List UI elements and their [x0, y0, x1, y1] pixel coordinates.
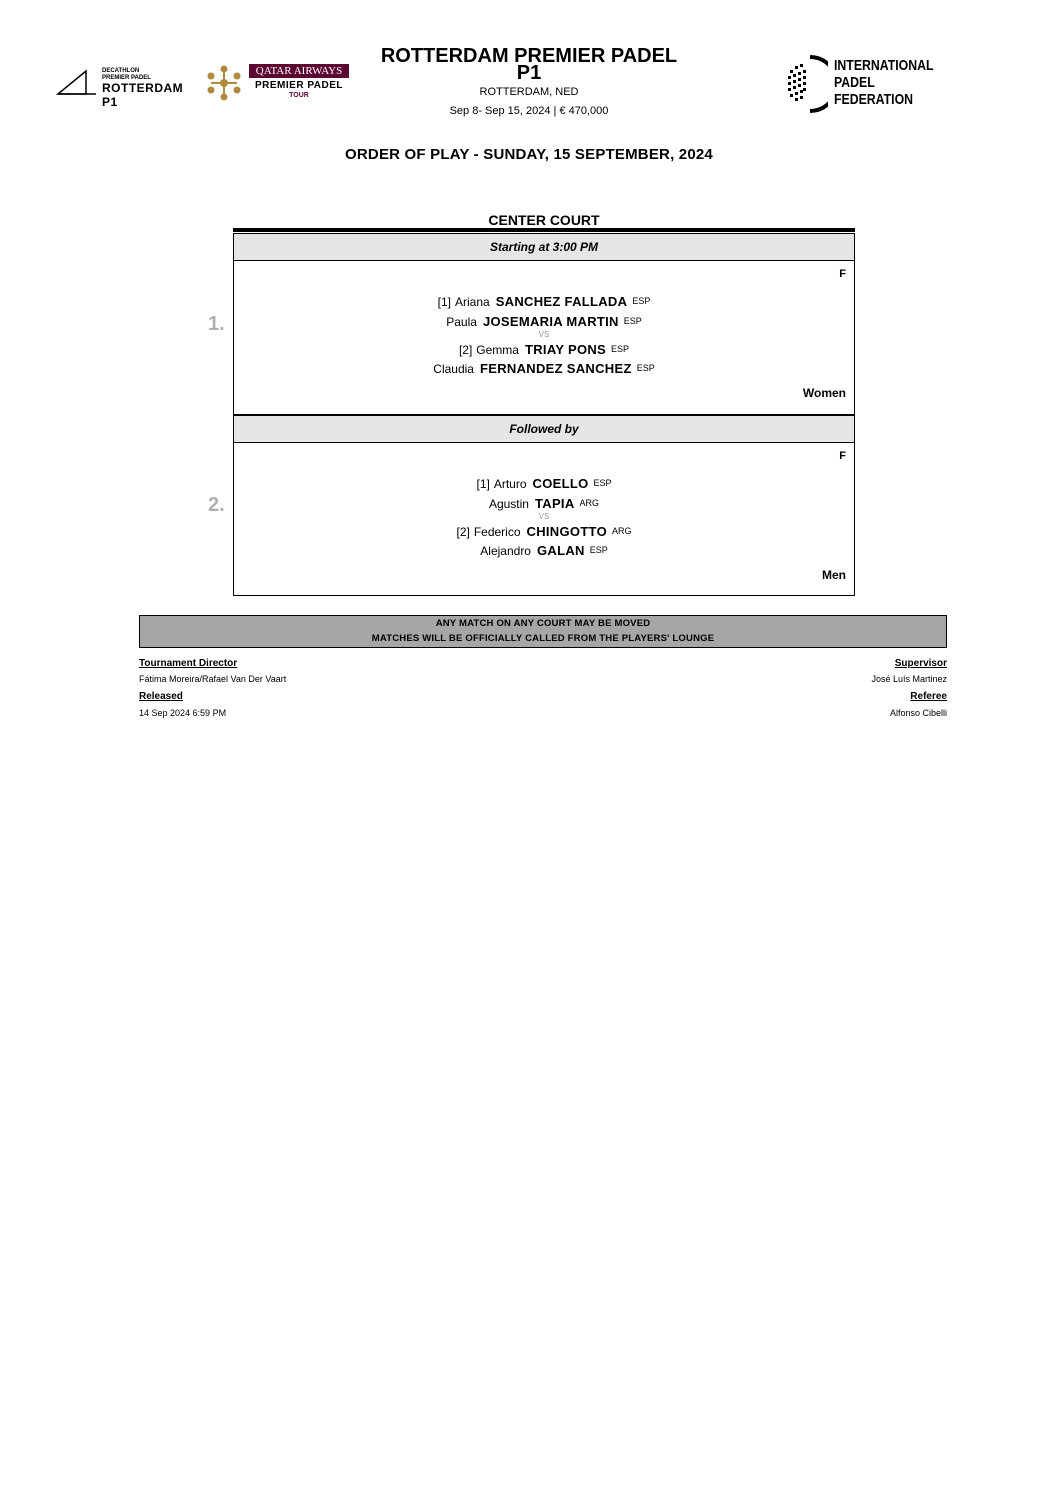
player-row — [234, 524, 854, 539]
match-round: F — [839, 450, 846, 462]
tournament-dates-prize: Sep 8- Sep 15, 2024 | € 470,000 — [449, 105, 609, 117]
match-number-1: 1. — [208, 313, 225, 335]
rotterdam-p1-text: ROTTERDAM P1 — [102, 81, 184, 109]
player-row — [234, 543, 854, 558]
player-row — [234, 342, 854, 357]
notice-line-2: MATCHES WILL BE OFFICIALLY CALLED FROM THE PLAYERS' LOUNGE — [371, 633, 715, 644]
player-nationality: ESP — [623, 316, 642, 326]
player-first-name: Arturo — [493, 477, 527, 491]
match-category: Women — [802, 386, 846, 400]
court-divider — [233, 228, 855, 232]
order-of-play-title: ORDER OF PLAY - SUNDAY, 15 SEPTEMBER, 2024 — [345, 146, 713, 163]
referee-label: Referee — [910, 691, 947, 702]
released-value: 14 Sep 2024 6:59 PM — [139, 708, 227, 718]
player-first-name: Claudia — [433, 362, 474, 376]
decathlon-text: DECATHLON — [102, 68, 140, 74]
player-nationality: ESP — [632, 296, 651, 306]
player-first-name: Paula — [446, 315, 477, 329]
tournament-location: ROTTERDAM, NED — [479, 86, 579, 98]
slot-header-2: Followed by — [233, 415, 855, 443]
player-row — [234, 294, 854, 309]
match-round: F — [839, 268, 846, 280]
player-last-name: COELLO — [532, 476, 589, 491]
player-last-name: JOSEMARIA MARTIN — [482, 314, 619, 329]
player-seed: [2] — [458, 343, 473, 357]
player-first-name: Alejandro — [480, 544, 531, 558]
director-label: Tournament Director — [139, 658, 238, 669]
referee-name: Alfonso Cibelli — [889, 708, 947, 718]
notice-banner — [139, 615, 947, 648]
qatar-airways-text: QATAR AIRWAYS — [249, 64, 349, 78]
ipf-line3: FEDERATION — [834, 91, 914, 108]
player-last-name: TAPIA — [534, 496, 575, 511]
player-nationality: ESP — [589, 545, 608, 555]
player-seed: [1] — [476, 477, 490, 491]
player-row — [234, 314, 854, 329]
player-row — [234, 496, 854, 511]
player-row — [234, 361, 854, 376]
player-nationality: ARG — [579, 498, 600, 508]
player-row — [234, 476, 854, 491]
ipf-line1: INTERNATIONAL — [834, 57, 934, 74]
match-category: Men — [822, 568, 846, 582]
player-last-name: SANCHEZ FALLADA — [495, 294, 628, 309]
player-last-name: CHINGOTTO — [526, 524, 607, 539]
released-label: Released — [139, 691, 183, 702]
player-nationality: ESP — [593, 478, 612, 488]
match-card-1 — [233, 261, 855, 415]
player-seed: [2] — [456, 525, 470, 539]
player-first-name: Agustin — [488, 497, 529, 511]
slot-header-1: Starting at 3:00 PM — [233, 233, 855, 261]
player-nationality: ESP — [636, 363, 655, 373]
ipf-line2: PADEL — [834, 74, 875, 91]
player-last-name: GALAN — [536, 543, 585, 558]
player-first-name: Ariana — [455, 295, 490, 309]
match-number-2: 2. — [208, 494, 225, 516]
notice-line-1: ANY MATCH ON ANY COURT MAY BE MOVED — [435, 618, 651, 629]
versus-label: VS — [538, 512, 550, 521]
player-first-name: Federico — [473, 525, 521, 539]
director-name: Fátima Moreira/Rafael Van Der Vaart — [139, 674, 287, 684]
player-first-name: Gemma — [476, 343, 519, 357]
versus-label: VS — [538, 330, 550, 339]
player-seed: [1] — [437, 295, 452, 309]
tournament-category: P1 — [516, 62, 542, 84]
premier-padel-small-text: PREMIER PADEL — [102, 75, 151, 81]
tour-text: TOUR — [289, 92, 309, 99]
player-nationality: ESP — [611, 344, 630, 354]
match-card-2 — [233, 443, 855, 596]
tournament-title: ROTTERDAM PREMIER PADEL — [380, 45, 678, 67]
player-nationality: ARG — [611, 526, 632, 536]
supervisor-label: Supervisor — [894, 658, 947, 669]
player-last-name: FERNANDEZ SANCHEZ — [479, 361, 632, 376]
player-last-name: TRIAY PONS — [524, 342, 607, 357]
court-name: CENTER COURT — [488, 212, 600, 228]
supervisor-name: José Luís Martinez — [871, 674, 947, 684]
premier-padel-text: PREMIER PADEL — [255, 80, 343, 91]
